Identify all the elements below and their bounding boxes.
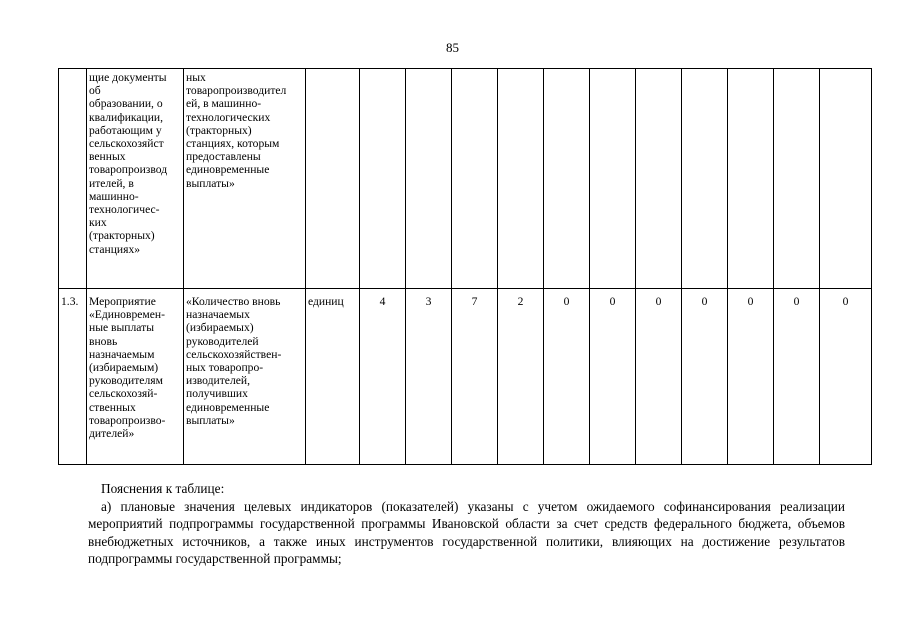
- event-name-line: технологичес-: [89, 203, 160, 217]
- event-name-line: вновь: [89, 334, 118, 348]
- indicator-name-line: выплаты»: [186, 413, 235, 427]
- value-cell: 0: [820, 289, 872, 465]
- event-name-line: дителей»: [89, 427, 135, 441]
- value-cell: 0: [590, 289, 636, 465]
- event-name-line: сельскохозяй-: [89, 387, 158, 401]
- value-cell: 7: [452, 289, 498, 465]
- indicator-name-line: «Количество вновь: [186, 295, 281, 308]
- indicator-name-line: сельскохозяйствен-: [186, 347, 282, 361]
- notes-title: Пояснения к таблице:: [101, 481, 225, 496]
- indicator-name-line: ных: [186, 71, 206, 84]
- event-name-line: сельскохозяйст: [89, 137, 164, 151]
- event-name-line: квалификации,: [89, 110, 164, 124]
- value-cell: [452, 69, 498, 289]
- table-row-1-3: [59, 289, 872, 465]
- indicator-name-line: выплаты»: [186, 176, 235, 190]
- value-cell: 0: [728, 289, 774, 465]
- value-cell: 2: [498, 289, 544, 465]
- value-cell: 4: [360, 289, 406, 465]
- row-index-cell: 1.3.: [59, 289, 87, 465]
- value-cell: 0: [636, 289, 682, 465]
- indicator-name-line: единовременные: [186, 400, 270, 414]
- event-name-line: станциях»: [89, 242, 141, 256]
- event-name-line: ные выплаты: [89, 321, 154, 335]
- event-name-line: венных: [89, 150, 126, 164]
- indicator-name-line: технологических: [186, 110, 271, 124]
- indicator-name-line: станциях, которым: [186, 137, 280, 151]
- event-name-cell: [87, 289, 184, 465]
- event-name-line: работающим у: [89, 123, 162, 137]
- value-cell: [820, 69, 872, 289]
- event-name-line: Мероприятие: [89, 295, 156, 308]
- indicator-name-line: назначаемых: [186, 308, 250, 322]
- event-name-line: товаропроизвод: [89, 163, 168, 177]
- indicator-name-line: ей, в машинно-: [186, 97, 262, 111]
- value-cell: [728, 69, 774, 289]
- event-name-line: машинно-: [89, 189, 139, 203]
- value-cell: [590, 69, 636, 289]
- value-cell: [360, 69, 406, 289]
- indicator-name-line: ных товаропро-: [186, 361, 264, 375]
- indicator-name-line: изводителей,: [186, 374, 250, 388]
- notes-paragraph-a: а) плановые значения целевых индикаторов (показателей) указаны с учетом ожидаемого софинансирования реализации мероприятий подпрограммы государственной программы Ивановской области за счет средств федерального бюджета, объемов внебюджетных источников, а также иных инструментов государственной политики, влияющих на достижение результатов подпрограммы государственной программы;: [88, 498, 845, 566]
- event-name-line: ких: [89, 216, 107, 230]
- indicator-name-line: предоставлены: [186, 150, 261, 164]
- value-cell: [682, 69, 728, 289]
- row-index-cell: [59, 69, 87, 289]
- event-name-line: руководителям: [89, 374, 163, 388]
- unit-cell: единиц: [306, 289, 360, 465]
- value-cell: 3: [406, 289, 452, 465]
- event-name-line: назначаемым: [89, 347, 155, 361]
- indicator-name-line: (тракторных): [186, 123, 252, 137]
- event-name-line: щие документы: [89, 71, 167, 84]
- event-name-line: «Единовремен-: [89, 308, 165, 322]
- event-name-cell: [87, 69, 184, 289]
- event-name-line: ителей, в: [89, 176, 134, 190]
- indicator-name-line: руководителей: [186, 334, 259, 348]
- event-name-line: (избираемым): [89, 361, 159, 375]
- event-name-line: товаропроизво-: [89, 413, 166, 427]
- table-row-continued: [59, 69, 872, 289]
- indicator-name-line: единовременные: [186, 163, 270, 177]
- event-name-line: об: [89, 84, 101, 98]
- event-name-line: ственных: [89, 400, 136, 414]
- value-cell: [544, 69, 590, 289]
- indicator-name-cell: [184, 69, 306, 289]
- indicator-name-line: товаропроизводител: [186, 84, 287, 98]
- event-name-line: (тракторных): [89, 229, 155, 243]
- page-number: 85: [446, 40, 459, 55]
- indicators-table: [58, 68, 872, 465]
- value-cell: [636, 69, 682, 289]
- indicator-name-cell: [184, 289, 306, 465]
- indicator-name-line: (избираемых): [186, 321, 254, 335]
- value-cell: 0: [682, 289, 728, 465]
- value-cell: [406, 69, 452, 289]
- event-name-line: образовании, о: [89, 97, 163, 111]
- value-cell: 0: [774, 289, 820, 465]
- value-cell: [498, 69, 544, 289]
- value-cell: [774, 69, 820, 289]
- value-cell: 0: [544, 289, 590, 465]
- unit-cell: [306, 69, 360, 289]
- indicator-name-line: получивших: [186, 387, 248, 401]
- table-notes: [88, 480, 845, 568]
